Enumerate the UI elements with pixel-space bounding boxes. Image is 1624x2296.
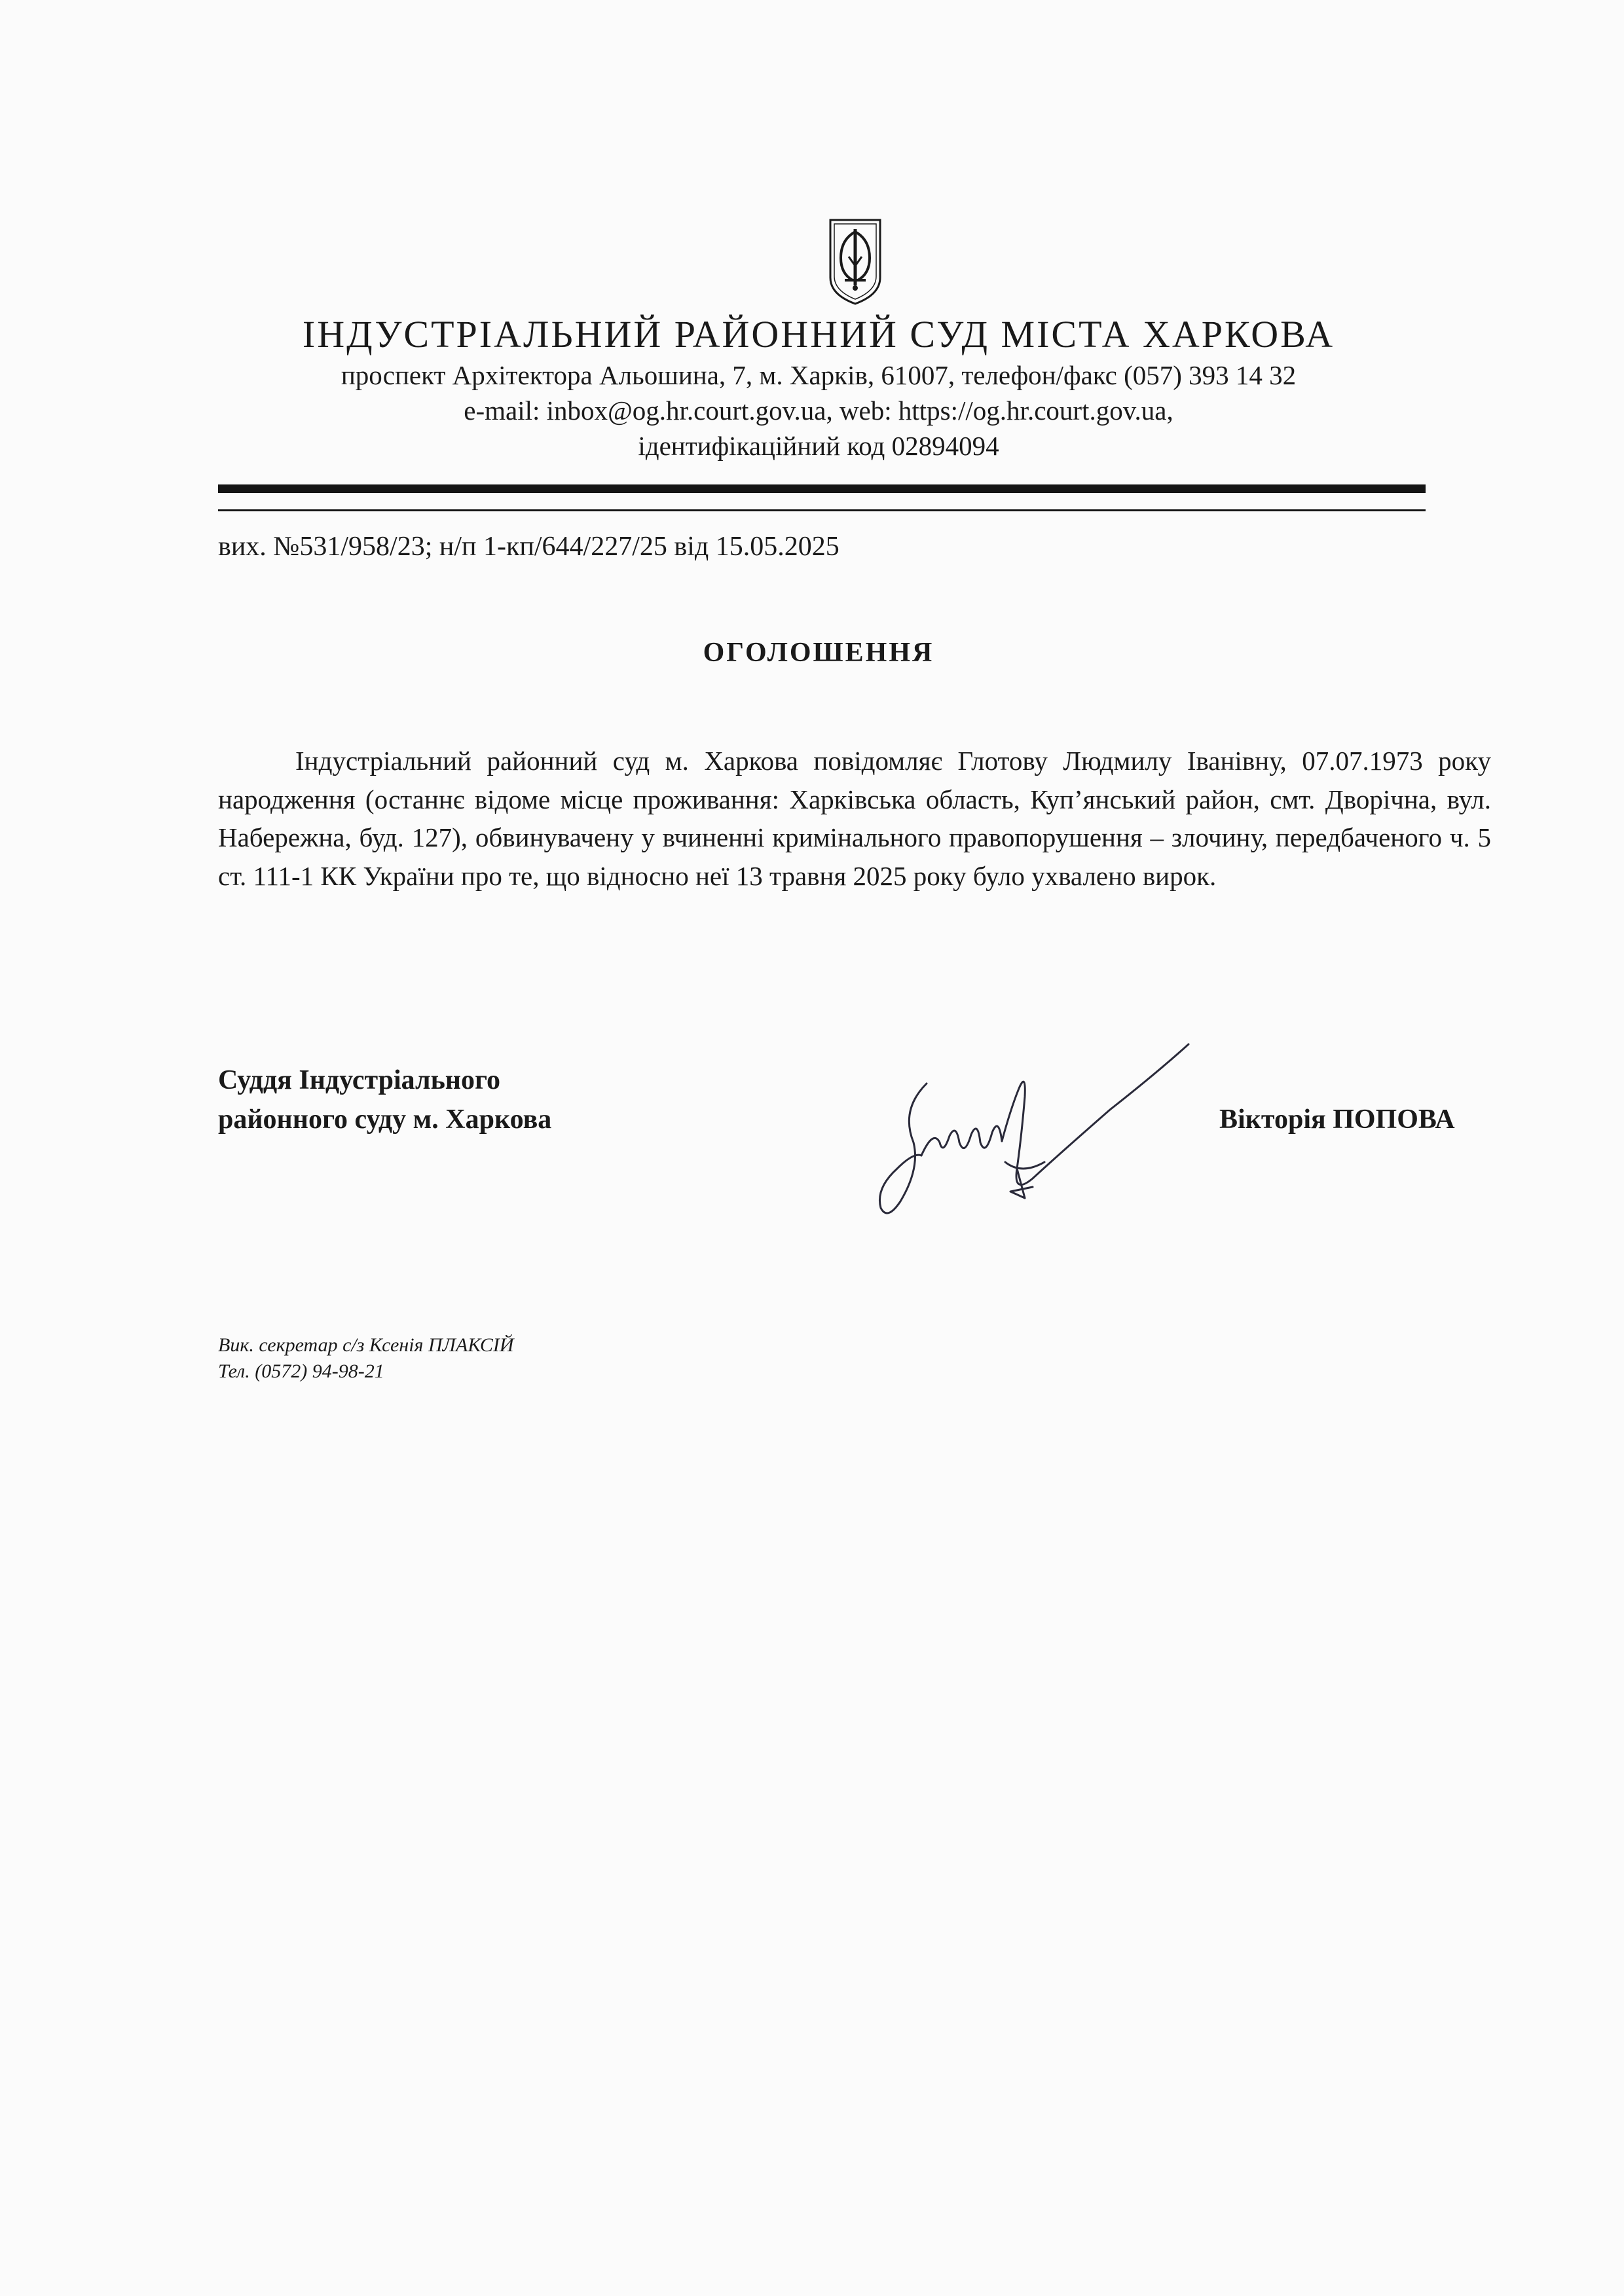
court-id-code: ідентифікаційний код 02894094 — [638, 431, 999, 461]
coat-of-arms-icon — [826, 217, 884, 306]
judge-name: Вікторія ПОПОВА — [1219, 1104, 1455, 1135]
executor-secretary: Вик. секретар с/з Ксенія ПЛАКСІЙ — [218, 1334, 514, 1356]
header-divider-thick — [218, 484, 1426, 493]
outgoing-reference: вих. №531/958/23; н/п 1-кп/644/227/25 від 15.05.2025 — [218, 532, 840, 562]
court-contacts: e-mail: inbox@og.hr.court.gov.ua, web: https://og.hr.court.gov.ua, — [464, 395, 1173, 426]
signatory-title-line1: Суддя Індустріального — [218, 1065, 501, 1095]
signatory-title-line2: районного суду м. Харкова — [218, 1104, 552, 1135]
notice-body: Індустріальний районний суд м. Харкова повідомляє Глотову Людмилу Іванівну, 07.07.1973 року народження (останнє відоме місце проживання: Харківська область, Куп’янський район, смт. Дворічна, вул. Набережна, буд. 127), обвинувачену у вчиненні кримінального правопорушення – злочину, передбаченого ч. 5 ст. 111-1 КК України про те, що відносно неї 13 травня 2025 року було ухвалено вирок. — [218, 746, 1491, 891]
notice-title: ОГОЛОШЕННЯ — [703, 638, 934, 668]
court-address: проспект Архітектора Альошина, 7, м. Харків, 61007, телефон/факс (057) 393 14 32 — [341, 360, 1297, 390]
header-divider-thin — [218, 509, 1426, 511]
executor-phone: Тел. (0572) 94-98-21 — [218, 1360, 384, 1382]
handwritten-signature — [861, 1011, 1202, 1234]
court-name: ІНДУСТРІАЛЬНИЙ РАЙОННИЙ СУД МІСТА ХАРКОВА — [302, 313, 1335, 355]
